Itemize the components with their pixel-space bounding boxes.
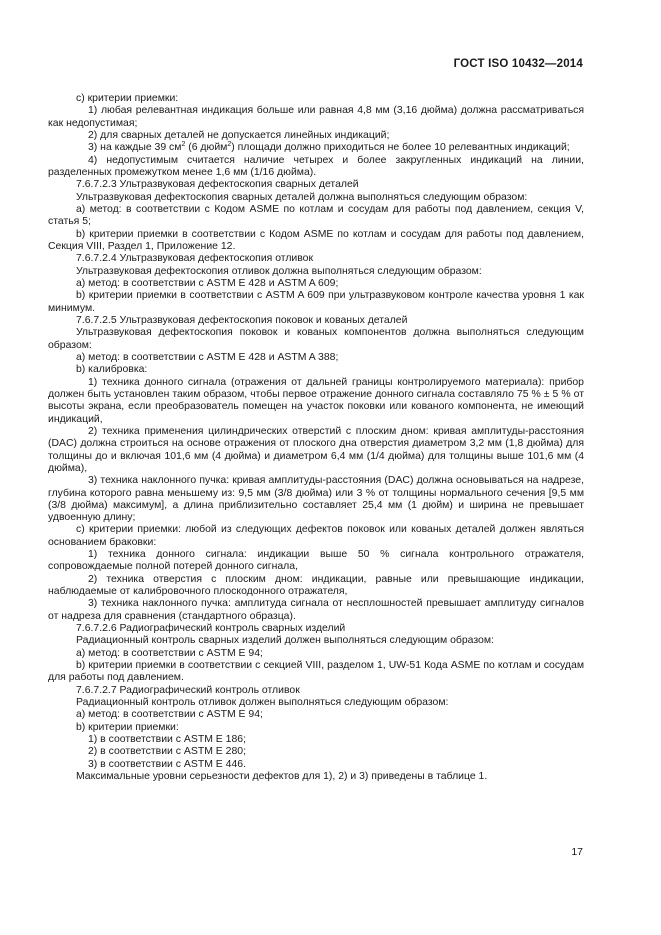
paragraph: с) критерии приемки: [76,93,179,104]
section-heading: 7.6.7.2.3 Ультразвуковая дефектоскопия сварных деталей [76,179,359,191]
paragraph: 1) техника донного сигнала (отражения от дальней границы контролируемого материала): прибор должен быть установлен таким образом, чтобы первое отражение донного сигнала составляло 75 % ± 5 % от высоты экрана, если преобразователь помещен на участок поковки или кованого компонента, не имеющий индикаций, [48,376,584,425]
document-body [48,93,584,783]
paragraph: 2) в соответствии с ASTM E 280; [88,746,246,758]
paragraph: Ультразвуковая дефектоскопия сварных деталей должна выполняться следующим образом: [76,191,528,203]
section-heading: 7.6.7.2.5 Ультразвуковая дефектоскопия поковок и кованых деталей [76,314,408,326]
paragraph: b) критерии приемки в соответствии с секцией VIII, разделом 1, UW-51 Кода ASME по котлам и сосудам для работы под давлением. [48,660,584,684]
superscript: 2 [181,141,186,149]
paragraph: b) калибровка: [76,364,148,376]
document-code-header: ГОСТ ISO 10432—2014 [453,58,583,70]
section-heading: 7.6.7.2.6 Радиографический контроль сварных изделий [76,623,346,635]
paragraph: Ультразвуковая дефектоскопия поковок и кованых компонентов должна выполняться следующим образом: [48,327,584,351]
paragraph: а) метод: в соответствии с ASTM E 94; [76,647,263,659]
paragraph: 2) техника отверстия с плоским дном: индикации, равные или превышающие индикации, наблюдаемые от калибровочного плоскодонного отражателя, [48,573,584,598]
paragraph: Ультразвуковая дефектоскопия отливок должна выполняться следующим образом: [76,265,482,277]
paragraph: 1) любая релевантная индикация больше или равная 4,8 мм (3,16 дюйма) должна рассматриваться как недопустимая; [48,105,584,129]
section-heading: 7.6.7.2.4 Ультразвуковая дефектоскопия отливок [76,253,314,265]
paragraph: Максимальные уровни серьезности дефектов для 1), 2) и 3) приведены в таблице 1. [76,771,488,783]
paragraph: 4) недопустимым считается наличие четырех и более закругленных индикаций на линии, разделенных промежутком менее 1,6 мм (1/16 дюйма). [48,154,584,178]
paragraph: b) критерии приемки в соответствии с Кодом ASME по котлам и сосудам для работы под давлением, Секция VIII, Раздел 1, Приложение 12. [48,228,584,252]
paragraph: 2) техника применения цилиндрических отверстий с плоским дном: кривая амплитуды-расстояния (DAC) должна строиться на основе отражения от плоского дна отверстия диаметром 3,2 мм (1,8 дюйма) для толщины до и включая 101,6 мм (4 дюйма) и диаметром 6,4 мм (1/4 дюйма) для толщины выше 101,6 мм (4 дюйма), [48,425,584,474]
paragraph: 1) техника донного сигнала: индикации выше 50 % сигнала контрольного отражателя, сопровождаемые полной потерей донного сигнала, [48,549,584,573]
paragraph: Радиационный контроль сварных изделий должен выполняться следующим образом: [76,635,494,647]
paragraph: а) метод: в соответствии с ASTM E 94; [76,709,263,721]
paragraph: b) критерии приемки: [76,721,179,733]
paragraph: Радиационный контроль отливок должен выполняться следующим образом: [76,697,449,709]
paragraph: 2) для сварных деталей не допускается линейных индикаций; [88,129,390,141]
paragraph: 1) в соответствии с ASTM E 186; [88,734,246,746]
paragraph: 3) в соответствии с ASTM E 446. [88,758,246,770]
paragraph: с) критерии приемки: любой из следующих дефектов поковок или кованых деталей должен являться основанием браковки: [48,524,584,548]
paragraph: а) метод: в соответствии с ASTM E 428 и ASTM A 388; [76,351,339,363]
paragraph: а) метод: в соответствии с Кодом ASME по котлам и сосудам для работы под давлением, секция V, статья 5; [48,203,584,228]
paragraph: 3) техника наклонного пучка: амплитуда сигнала от несплошностей превышает амплитуду сигналов от надреза для сравнения (стандартного образца). [48,598,584,622]
section-heading: 7.6.7.2.7 Радиографический контроль отливок [76,684,300,696]
paragraph: а) метод: в соответствии с ASTM E 428 и ASTM A 609; [76,277,339,289]
paragraph: 3) на каждые 39 $см^2$ (6 дюйм$^2$) площади должно приходиться не более 10 релевантных индикаций; [88,141,570,154]
paragraph: b) критерии приемки в соответствии с ASTM A 609 при ультразвуковом контроле качества уровня 1 как минимум. [48,290,584,314]
paragraph: 3) техника наклонного пучка: кривая амплитуды-расстояния (DAC) должна основываться на надрезе, глубина которого равна меньшему из: 9,5 мм (3/8 дюйма) или 3 % от толщины нормального сечения [9,5 мм (3/8 дюйма) максимум], а длина приблизительно составляет 25,4 мм (1 дюйм) и ширина не превышает удвоенную длину; [48,475,584,524]
page-number: 17 [571,846,583,858]
superscript: 2 [227,141,232,149]
